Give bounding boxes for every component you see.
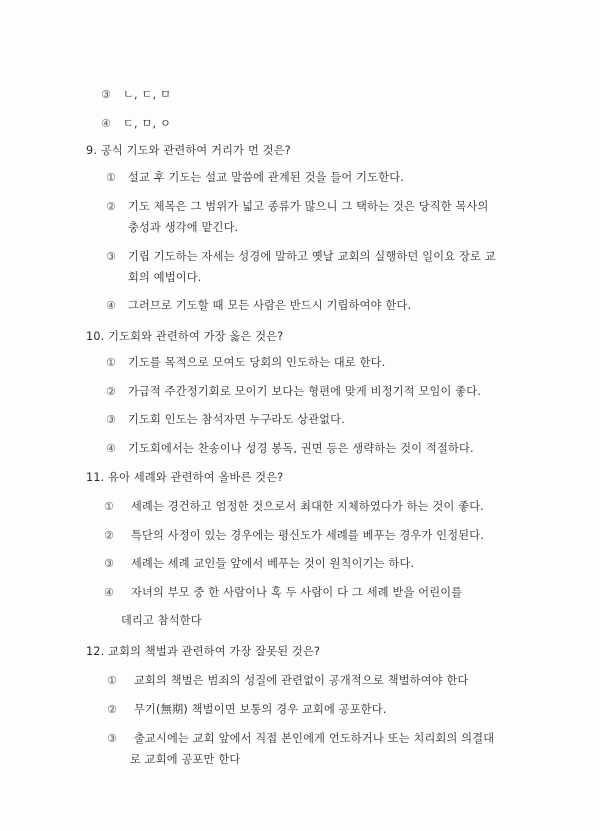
q9-option-2: [106, 200, 489, 214]
q9-option-1: [106, 171, 404, 185]
option-text: 기도회에서는 찬송이나 성경 봉독, 권면 등은 생략하는 것이 적절하다.: [128, 442, 474, 455]
option-marker: ②: [106, 200, 117, 213]
q12-option-3-cont: 로 교회에 공포만 한다: [130, 753, 241, 766]
option-text: 기립 기도하는 자세는 성경에 말하고 옛날 교회의 실행하던 일이요 장로 교: [128, 250, 496, 263]
option-marker: ③: [106, 413, 117, 426]
option-text: 자녀의 부모 중 한 사람이나 혹 두 사람이 다 그 세례 받을 어린이를: [131, 586, 463, 599]
option-marker: ②: [106, 385, 117, 398]
option-text: ㄴ, ㄷ, ㅁ: [123, 88, 172, 101]
option-marker: ③: [106, 250, 117, 263]
option-text: 세례는 경건하고 엄정한 것으로서 최대한 지체하였다가 하는 것이 좋다.: [131, 500, 485, 513]
option-text: 가급적 주간정기회로 모이기 보다는 형편에 맞게 비정기적 모임이 좋다.: [128, 385, 482, 398]
option-marker: ①: [106, 356, 117, 369]
option-text: 기도를 목적으로 모여도 당회의 인도하는 대로 한다.: [128, 356, 386, 369]
option-text: 교회의 책벌은 범죄의 성질에 관련없이 공개적으로 책벌하여야 한다: [134, 674, 469, 687]
q10-option-3: [106, 413, 345, 427]
question-12: 12. 교회의 책벌과 관련하여 가장 잘못된 것은?: [86, 645, 321, 658]
option-text: 기도회 인도는 참석자면 누구라도 상관없다.: [128, 413, 345, 426]
option-text: 출교시에는 교회 앞에서 직접 본인에게 언도하거나 또는 치리회의 의결대: [134, 732, 495, 745]
option-marker: ③: [107, 732, 118, 745]
q12-option-1: [107, 674, 469, 688]
q11-option-4-cont: 데리고 참석한다: [121, 614, 202, 627]
option-marker: ①: [104, 500, 115, 513]
q8-option-3: [101, 88, 171, 102]
option-text: 무기(無期) 책벌이면 보통의 경우 교회에 공포한다.: [134, 703, 387, 716]
option-text: 세례는 세례 교인들 앞에서 베푸는 것이 원칙이기는 하다.: [131, 557, 415, 570]
question-11: 11. 유아 세례와 관련하여 올바른 것은?: [86, 471, 284, 484]
option-text: 그러므로 기도할 때 모든 사람은 반드시 기립하여야 한다.: [128, 299, 412, 312]
q10-option-2: [106, 385, 481, 399]
q10-option-1: [106, 356, 385, 370]
option-marker: ①: [106, 171, 117, 184]
option-marker: ④: [106, 442, 117, 455]
option-text: ㄷ, ㅁ, ㅇ: [123, 117, 172, 130]
option-marker: ③: [104, 557, 115, 570]
q9-option-3: [106, 250, 496, 264]
q11-option-1: [104, 500, 484, 514]
option-text: 설교 후 기도는 설교 말씀에 관계된 것을 들어 기도한다.: [128, 171, 404, 184]
question-10: 10. 기도회와 관련하여 가장 옳은 것은?: [86, 330, 284, 343]
option-marker: ④: [101, 117, 112, 130]
option-text: 기도 제목은 그 범위가 넓고 종류가 많으니 그 택하는 것은 당직한 목사의: [128, 200, 489, 213]
q8-option-4: [101, 117, 171, 131]
q12-option-2: [107, 703, 387, 717]
q11-option-4: [104, 586, 462, 600]
q9-option-4: [106, 299, 411, 313]
q10-option-4: [106, 442, 474, 456]
q11-option-2: [104, 529, 484, 543]
question-9: 9. 공식 기도와 관련하여 거리가 먼 것은?: [86, 144, 291, 157]
option-marker: ④: [104, 586, 115, 599]
q11-option-3: [104, 557, 414, 571]
option-marker: ②: [107, 703, 118, 716]
option-marker: ④: [106, 299, 117, 312]
q9-option-2-cont: 충성과 생각에 맡긴다.: [128, 221, 239, 234]
option-marker: ②: [104, 529, 115, 542]
q12-option-3: [107, 732, 494, 746]
q9-option-3-cont: 회의 예법이다.: [128, 271, 202, 284]
option-text: 특단의 사정이 있는 경우에는 평신도가 세례를 베푸는 경우가 인정된다.: [131, 529, 485, 542]
option-marker: ①: [107, 674, 118, 687]
option-marker: ③: [101, 88, 112, 101]
